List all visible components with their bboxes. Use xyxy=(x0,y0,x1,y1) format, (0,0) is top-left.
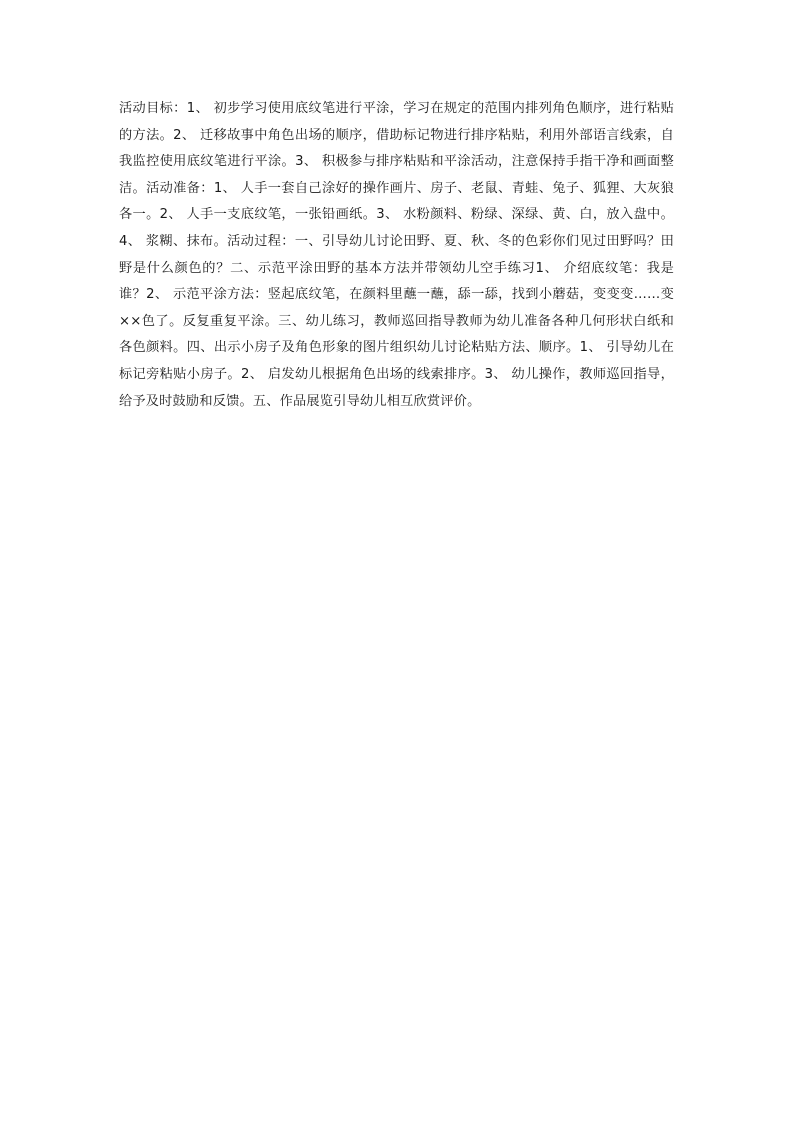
body-paragraph: 活动目标：1、 初步学习使用底纹笔进行平涂，学习在规定的范围内排列角色顺序，进行粘贴的方法。2、 迁移故事中角色出场的顺序，借助标记物进行排序粘贴，利用外部语言线索，自我监控使用底纹笔进行平涂。3、 积极参与排序粘贴和平涂活动，注意保持手指干净和画面整洁。活动准备：1、 人手一套自己涂好的操作画片、房子、老鼠、青蛙、兔子、狐狸、大灰狼各一。2、 人手一支底纹笔，一张铅画纸。3、 水粉颜料、粉绿、深绿、黄、白，放入盘中。4、 浆糊、抹布。活动过程：一、引导幼儿讨论田野、夏、秋、冬的色彩你们见过田野吗？田野是什么颜色的？二、示范平涂田野的基本方法并带领幼儿空手练习1、 介绍底纹笔：我是谁？2、 示范平涂方法：竖起底纹笔，在颜料里蘸一蘸，舔一舔，找到小蘑菇，变变变……变××色了。反复重复平涂。三、幼儿练习，教师巡回指导教师为幼儿准备各种几何形状白纸和各色颜料。四、出示小房子及角色形象的图片组织幼儿讨论粘贴方法、顺序。1、 引导幼儿在标记旁粘贴小房子。2、 启发幼儿根据角色出场的线索排序。3、 幼儿操作，教师巡回指导，给予及时鼓励和反馈。五、作品展览引导幼儿相互欣赏评价。 xyxy=(119,101,674,409)
document-body xyxy=(119,96,674,415)
